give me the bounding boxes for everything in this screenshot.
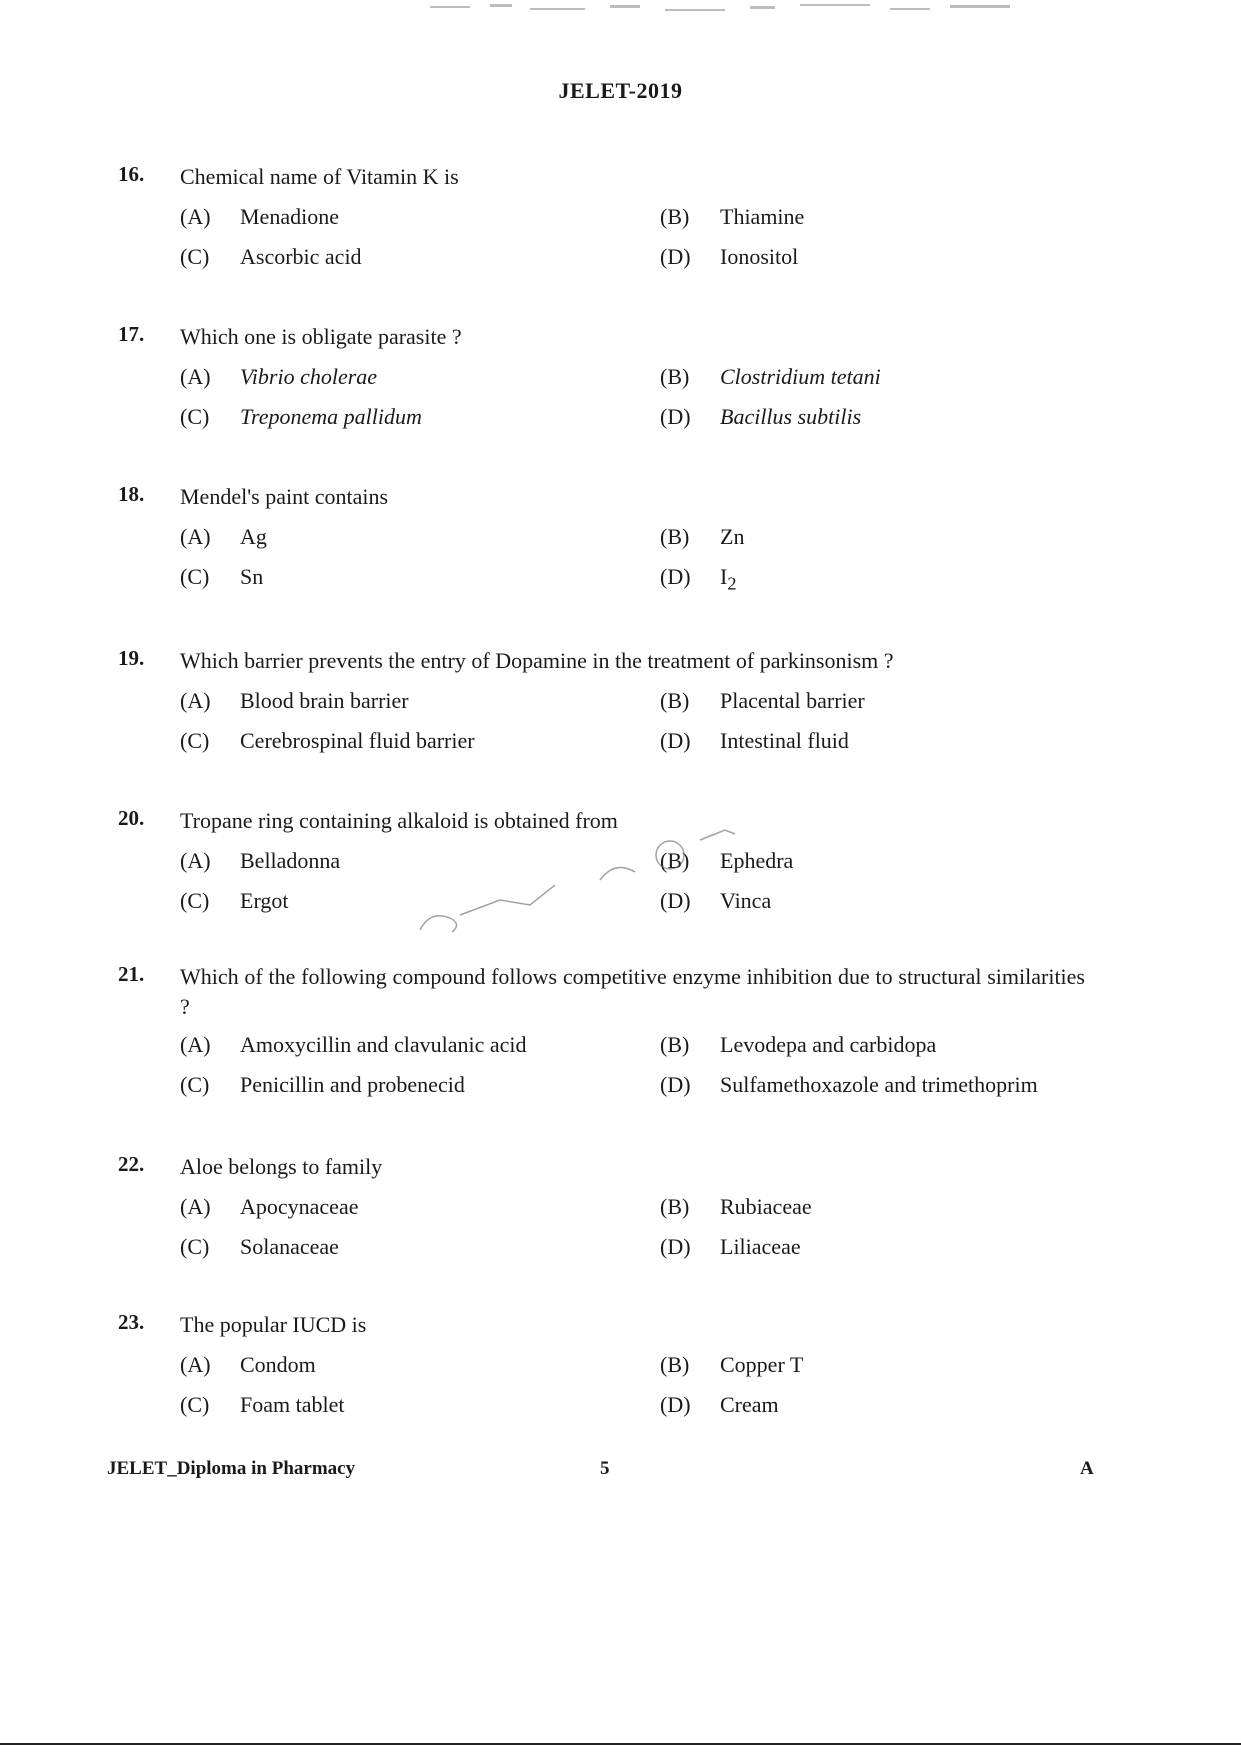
option-c: (C) Penicillin and probenecid	[180, 1072, 465, 1097]
footer-page-number: 5	[600, 1458, 610, 1479]
option-c: (C) Sn	[180, 564, 264, 589]
question-text: Chemical name of Vitamin K is	[180, 164, 459, 189]
question-number: 20.	[118, 806, 145, 830]
question-text: Which of the following compound follows competitive enzyme inhibition due to structural similarities ?	[180, 964, 1085, 1019]
question-text: Tropane ring containing alkaloid is obtained from	[180, 808, 618, 833]
question-number: 19.	[118, 646, 145, 670]
option-c: (C) Solanaceae	[180, 1234, 339, 1259]
option-d: (D) Intestinal fluid	[660, 728, 849, 753]
question-number: 17.	[118, 322, 145, 346]
option-d: (D) Liliaceae	[660, 1234, 801, 1259]
option-a: (A) Condom	[180, 1352, 316, 1377]
question-text: The popular IUCD is	[180, 1312, 367, 1337]
page-title: JELET-2019	[558, 78, 683, 103]
option-d: (D) Vinca	[660, 888, 772, 913]
option-a: (A) Ag	[180, 524, 267, 549]
question-number: 23.	[118, 1310, 145, 1334]
bottom-rule	[0, 1743, 1241, 1745]
option-b: (B) Copper T	[660, 1352, 804, 1377]
option-a: (A) Belladonna	[180, 848, 341, 873]
option-b: (B) Rubiaceae	[660, 1194, 812, 1219]
option-a: (A) Blood brain barrier	[180, 688, 409, 713]
question-number: 21.	[118, 962, 145, 986]
footer-set-code: A	[1080, 1458, 1094, 1479]
footer-exam-name: JELET_Diploma in Pharmacy	[107, 1458, 356, 1479]
option-c: (C) Cerebrospinal fluid barrier	[180, 728, 475, 753]
option-c: (C) Foam tablet	[180, 1392, 345, 1417]
question-text: Mendel's paint contains	[180, 484, 389, 509]
option-b: (B) Levodepa and carbidopa	[660, 1032, 937, 1057]
option-a: (A) Amoxycillin and clavulanic acid	[180, 1032, 527, 1057]
option-d: (D) Ionositol	[660, 244, 799, 269]
option-a: (A) Vibrio cholerae	[180, 364, 378, 389]
option-d: (D) Sulfamethoxazole and trimethoprim	[660, 1072, 1038, 1097]
scan-noise	[420, 0, 1040, 22]
question-number: 18.	[118, 482, 145, 506]
option-a: (A) Menadione	[180, 204, 339, 229]
question-text: Which one is obligate parasite ?	[180, 324, 462, 349]
option-c: (C) Treponema pallidum	[180, 404, 422, 429]
option-b: (B) Thiamine	[660, 204, 805, 229]
stamp-smudge	[400, 820, 760, 940]
option-b: (B) Zn	[660, 524, 745, 549]
question-number: 16.	[118, 162, 145, 186]
option-a: (A) Apocynaceae	[180, 1194, 359, 1219]
option-c: (C) Ascorbic acid	[180, 244, 362, 269]
question-text: Which barrier prevents the entry of Dopamine in the treatment of parkinsonism ?	[180, 648, 894, 673]
option-d: (D) Cream	[660, 1392, 779, 1417]
option-b: (B) Ephedra	[660, 848, 794, 873]
option-d: (D) Bacillus subtilis	[660, 404, 862, 429]
option-b: (B) Placental barrier	[660, 688, 865, 713]
subscript: 2	[727, 573, 737, 594]
question-text: Aloe belongs to family	[180, 1154, 383, 1179]
option-c: (C) Ergot	[180, 888, 289, 913]
question-number: 22.	[118, 1152, 145, 1176]
option-d: (D) $I_2$	[660, 564, 737, 594]
option-b: (B) Clostridium tetani	[660, 364, 881, 389]
